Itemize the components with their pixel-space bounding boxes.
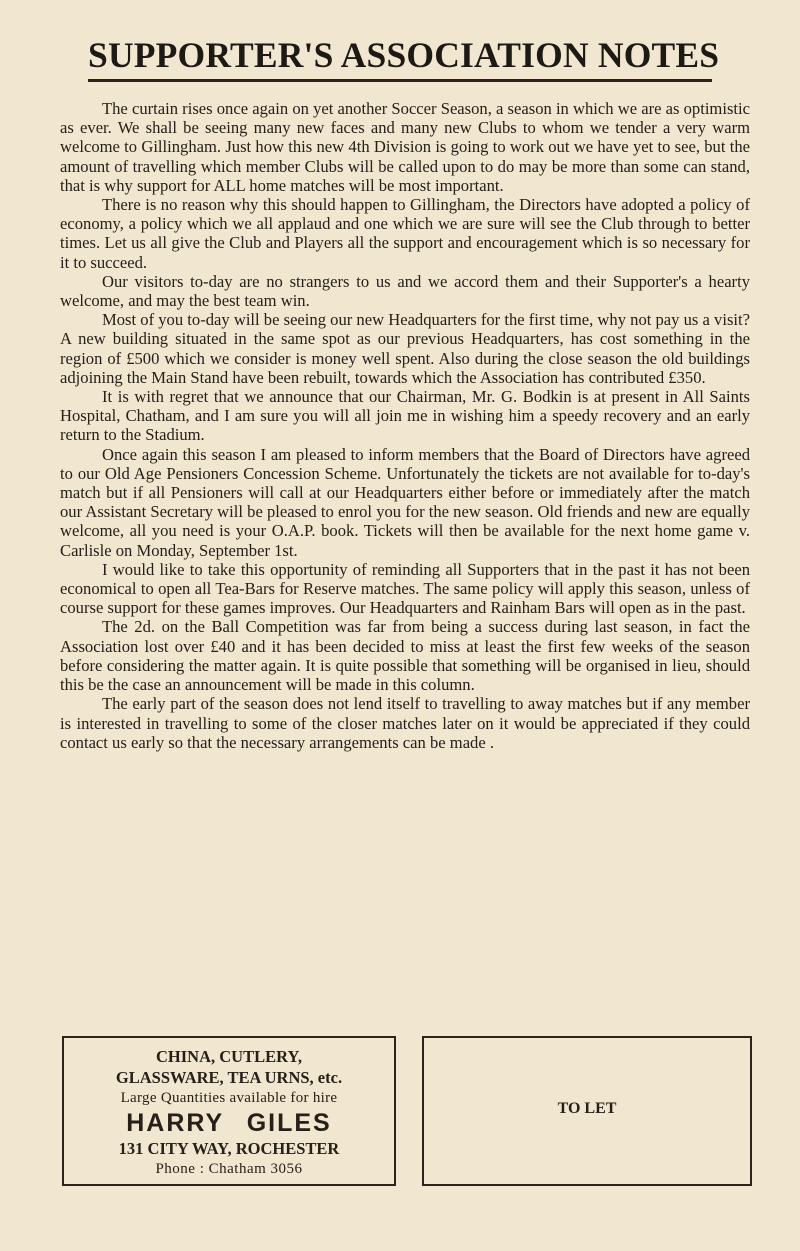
advert-to-let	[422, 1036, 752, 1186]
paragraph: Our visitors to-day are no strangers to us and we accord them and their Supporter's a hearty welcome, and may the best team win.	[60, 271, 750, 311]
paragraph: Once again this season I am pleased to inform members that the Board of Directors have agreed to our Old Age Pensioners Concession Scheme. Unfortunately the tickets are not available for to-day's match but if all Pensioners will call at our Headquarters either before or immediately after the match our Assistant Secretary will be pleased to enrol you for the new season. Old friends and new are equally welcome, all you need is your O.A.P. book. Tickets will then be available for the next home game v. Carlisle on Monday, September 1st.	[60, 444, 750, 560]
paragraph: The early part of the season does not lend itself to travelling to away matches but if any member is interested in travelling to some of the closer matches later on it would be appreciated if they could contact us early so that the necessary arrangements can be made .	[60, 694, 750, 752]
paragraph: The curtain rises once again on yet another Soccer Season, a season in which we are as optimistic as ever. We shall be seeing many new faces and many new Clubs to whom we tender a very warm welcome to Gillingham. Just how this new 4th Division is going to work out we have yet to see, but the amount of travelling which member Clubs will be called upon to do may be more than some can stand, that is why support for ALL home matches will be most important.	[60, 99, 750, 195]
advert-phone: Phone : Chatham 3056	[155, 1161, 303, 1177]
advert-line: GLASSWARE, TEA URNS, etc.	[115, 1068, 343, 1087]
paragraph: Most of you to-day will be seeing our new Headquarters for the first time, why not pay us a visit? A new building situated in the same spot as our previous Headquarters, has cost something in the region of £500 which we consider is money well spent. Also during the close season the old buildings adjoining the Main Stand have been rebuilt, towards which the Association has contributed £350.	[60, 310, 750, 387]
advert-line: Large Quantities available for hire	[120, 1090, 338, 1106]
paragraph: The 2d. on the Ball Competition was far from being a success during last season, in fact the Association lost over £40 and it has been decided to miss at least the first few weeks of the season before considering the matter again. It is quite possible that something will be organised in lieu, should this be the case an announcement will be made in this column.	[60, 617, 750, 695]
paragraph: I would like to take this opportunity of reminding all Supporters that in the past it has not been economical to open all Tea-Bars for Reserve matches. The same policy will apply this season, unless of course support for these games improves. Our Headquarters and Rainham Bars will open as in the past.	[60, 559, 750, 618]
title-underline	[88, 79, 712, 82]
advert-address: 131 CITY WAY, ROCHESTER	[118, 1139, 340, 1158]
advert-harry-giles	[62, 1036, 396, 1186]
article-body	[60, 99, 750, 752]
paragraph: There is no reason why this should happen to Gillingham, the Directors have adopted a policy of economy, a policy which we all applaud and one which we are sure will see the Club through to better times. Let us all give the Club and Players all the support and encouragement which is so necessary for it to succeed.	[60, 195, 750, 272]
advert-business-name: HARRY GILES	[126, 1109, 332, 1137]
page-title: SUPPORTER'S ASSOCIATION NOTES	[88, 35, 720, 75]
paragraph: It is with regret that we announce that our Chairman, Mr. G. Bodkin is at present in All Saints Hospital, Chatham, and I am sure you will all join me in wishing him a speedy recovery and an early return to the Stadium.	[60, 387, 750, 445]
advert-line: CHINA, CUTLERY,	[156, 1047, 302, 1066]
to-let-label: TO LET	[557, 1100, 617, 1117]
